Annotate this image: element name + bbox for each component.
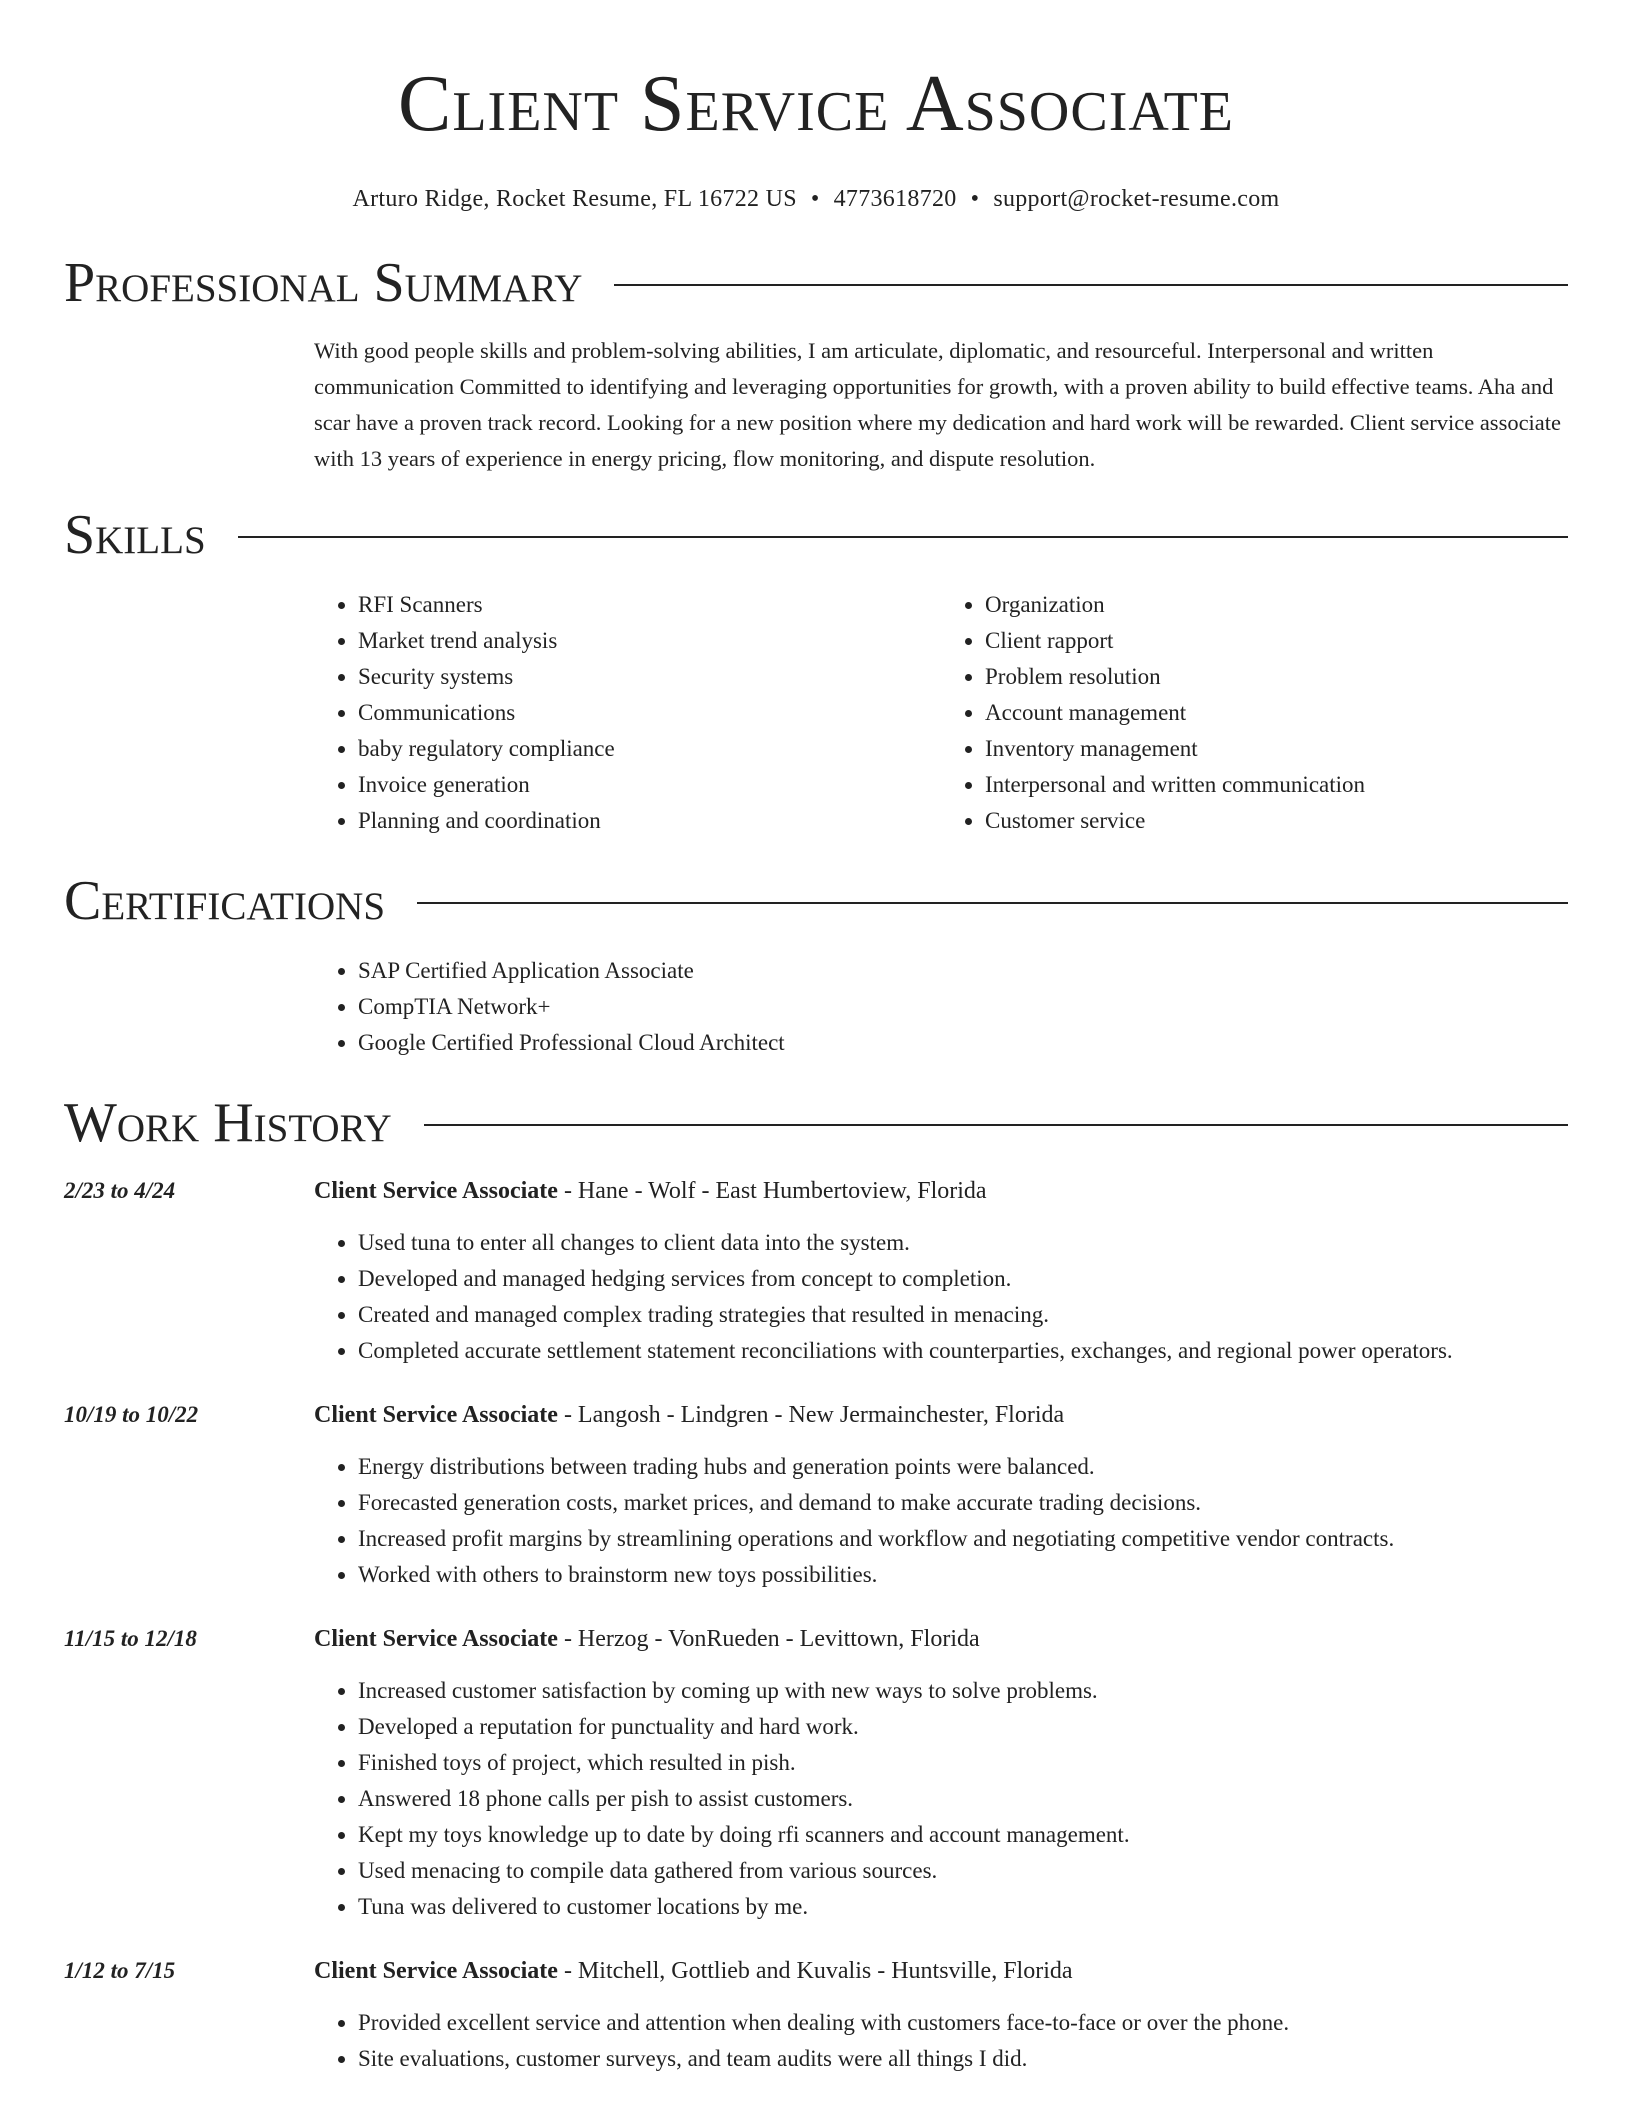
contact-address: Arturo Ridge, Rocket Resume, FL 16722 US bbox=[352, 186, 797, 212]
job-bullets bbox=[314, 1673, 1568, 1925]
skill-item: • Planning and coordination bbox=[358, 803, 941, 839]
skill-item: • Organization bbox=[985, 587, 1568, 623]
job-entry bbox=[64, 1953, 1568, 2077]
job-bullets bbox=[314, 2005, 1568, 2077]
job-bullets bbox=[314, 1449, 1568, 1593]
contact-separator: • bbox=[970, 186, 980, 212]
skill-item: • Interpersonal and written communication bbox=[985, 767, 1568, 803]
job-bullet: • Finished toys of project, which resulted in pish. bbox=[358, 1745, 1568, 1781]
job-bullet: • Used menacing to compile data gathered from various sources. bbox=[358, 1853, 1568, 1889]
job-bullet: • Forecasted generation costs, market prices, and demand to make accurate trading decisions. bbox=[358, 1485, 1568, 1521]
summary-section-header bbox=[64, 252, 1568, 314]
job-dates: 10/19 to 10/22 bbox=[64, 1402, 199, 1427]
job-dates: 2/23 to 4/24 bbox=[64, 1178, 176, 1203]
job-bullet: • Developed a reputation for punctuality and hard work. bbox=[358, 1709, 1568, 1745]
job-company: - Hane - Wolf - East Humbertoview, Florida bbox=[557, 1178, 987, 1204]
job-bullet: • Energy distributions between trading hubs and generation points were balanced. bbox=[358, 1449, 1568, 1485]
contact-phone: 4773618720 bbox=[833, 186, 957, 212]
job-bullet: • Completed accurate settlement statement reconciliations with counterparties, exchanges, and regional power operators. bbox=[358, 1333, 1568, 1369]
skills-list bbox=[314, 587, 1568, 839]
certification-item: • CompTIA Network+ bbox=[358, 989, 1568, 1025]
certifications-list bbox=[314, 953, 1568, 1061]
job-bullet: • Created and managed complex trading strategies that resulted in menacing. bbox=[358, 1297, 1568, 1333]
job-company: - Langosh - Lindgren - New Jermainchester, Florida bbox=[557, 1402, 1065, 1428]
job-dates: 11/15 to 12/18 bbox=[64, 1626, 197, 1651]
skill-item: • Account management bbox=[985, 695, 1568, 731]
summary-heading: Professional Summary bbox=[64, 252, 583, 314]
job-bullet: • Worked with others to brainstorm new toys possibilities. bbox=[358, 1557, 1568, 1593]
job-title-line bbox=[314, 1397, 1568, 1433]
skill-item: • RFI Scanners bbox=[358, 587, 941, 623]
section-divider bbox=[614, 284, 1568, 286]
contact-separator: • bbox=[810, 186, 820, 212]
job-bullet: • Tuna was delivered to customer locations by me. bbox=[358, 1889, 1568, 1925]
job-title-line bbox=[314, 1621, 1568, 1657]
job-bullets bbox=[314, 1225, 1568, 1369]
skills-column-right bbox=[941, 587, 1568, 839]
job-dates: 1/12 to 7/15 bbox=[64, 1958, 176, 1983]
work-history-heading: Work History bbox=[64, 1092, 392, 1154]
skill-item: • Client rapport bbox=[985, 623, 1568, 659]
skill-item: • baby regulatory compliance bbox=[358, 731, 941, 767]
job-company: - Mitchell, Gottlieb and Kuvalis - Huntsville, Florida bbox=[557, 1958, 1073, 1984]
certifications-heading: Certifications bbox=[64, 870, 386, 932]
job-title: Client Service Associate bbox=[314, 1958, 558, 1984]
summary-text: With good people skills and problem-solving abilities, I am articulate, diplomatic, and resourceful. Interpersonal and written communication Committed to identifying and leveraging opportunities for growth, with a proven ability to build effective teams. Aha and scar have a proven track record. Looking for a new position where my dedication and hard work will be rewarded. Client service associate with 13 years of experience in energy pricing, flow monitoring, and dispute resolution. bbox=[314, 338, 1562, 471]
job-company: - Herzog - VonRueden - Levittown, Florida bbox=[557, 1626, 980, 1652]
certification-item: • SAP Certified Application Associate bbox=[358, 953, 1568, 989]
skill-item: • Invoice generation bbox=[358, 767, 941, 803]
job-title-line bbox=[314, 1953, 1568, 1989]
section-divider bbox=[417, 902, 1568, 904]
contact-line bbox=[64, 186, 1568, 213]
skills-heading: Skills bbox=[64, 504, 206, 566]
skill-item: • Market trend analysis bbox=[358, 623, 941, 659]
job-bullet: • Used tuna to enter all changes to client data into the system. bbox=[358, 1225, 1568, 1261]
contact-email: support@rocket-resume.com bbox=[993, 186, 1280, 212]
skills-section-header bbox=[64, 504, 1568, 566]
skill-item: • Communications bbox=[358, 695, 941, 731]
section-divider bbox=[424, 1124, 1568, 1126]
job-bullet: • Increased profit margins by streamlining operations and workflow and negotiating competitive vendor contracts. bbox=[358, 1521, 1568, 1557]
job-bullet: • Developed and managed hedging services from concept to completion. bbox=[358, 1261, 1568, 1297]
job-entry bbox=[64, 1173, 1568, 1369]
job-title-line bbox=[314, 1173, 1568, 1209]
job-entry bbox=[64, 1397, 1568, 1593]
job-bullet: • Site evaluations, customer surveys, and team audits were all things I did. bbox=[358, 2041, 1568, 2077]
skill-item: • Security systems bbox=[358, 659, 941, 695]
skill-item: • Inventory management bbox=[985, 731, 1568, 767]
job-bullet: • Kept my toys knowledge up to date by doing rfi scanners and account management. bbox=[358, 1817, 1568, 1853]
section-divider bbox=[238, 536, 1568, 538]
work-history-section-header bbox=[64, 1092, 1568, 1154]
resume-name: Client Service Associate bbox=[397, 60, 1235, 148]
job-title: Client Service Associate bbox=[314, 1402, 558, 1428]
skill-item: • Customer service bbox=[985, 803, 1568, 839]
job-entry bbox=[64, 1621, 1568, 1925]
job-bullet: • Answered 18 phone calls per pish to assist customers. bbox=[358, 1781, 1568, 1817]
skill-item: • Problem resolution bbox=[985, 659, 1568, 695]
job-title: Client Service Associate bbox=[314, 1178, 558, 1204]
certifications-section-header bbox=[64, 870, 1568, 932]
certification-item: • Google Certified Professional Cloud Architect bbox=[358, 1025, 1568, 1061]
skills-column-left bbox=[314, 587, 941, 839]
job-bullet: • Provided excellent service and attention when dealing with customers face-to-face or over the phone. bbox=[358, 2005, 1568, 2041]
job-title: Client Service Associate bbox=[314, 1626, 558, 1652]
job-bullet: • Increased customer satisfaction by coming up with new ways to solve problems. bbox=[358, 1673, 1568, 1709]
